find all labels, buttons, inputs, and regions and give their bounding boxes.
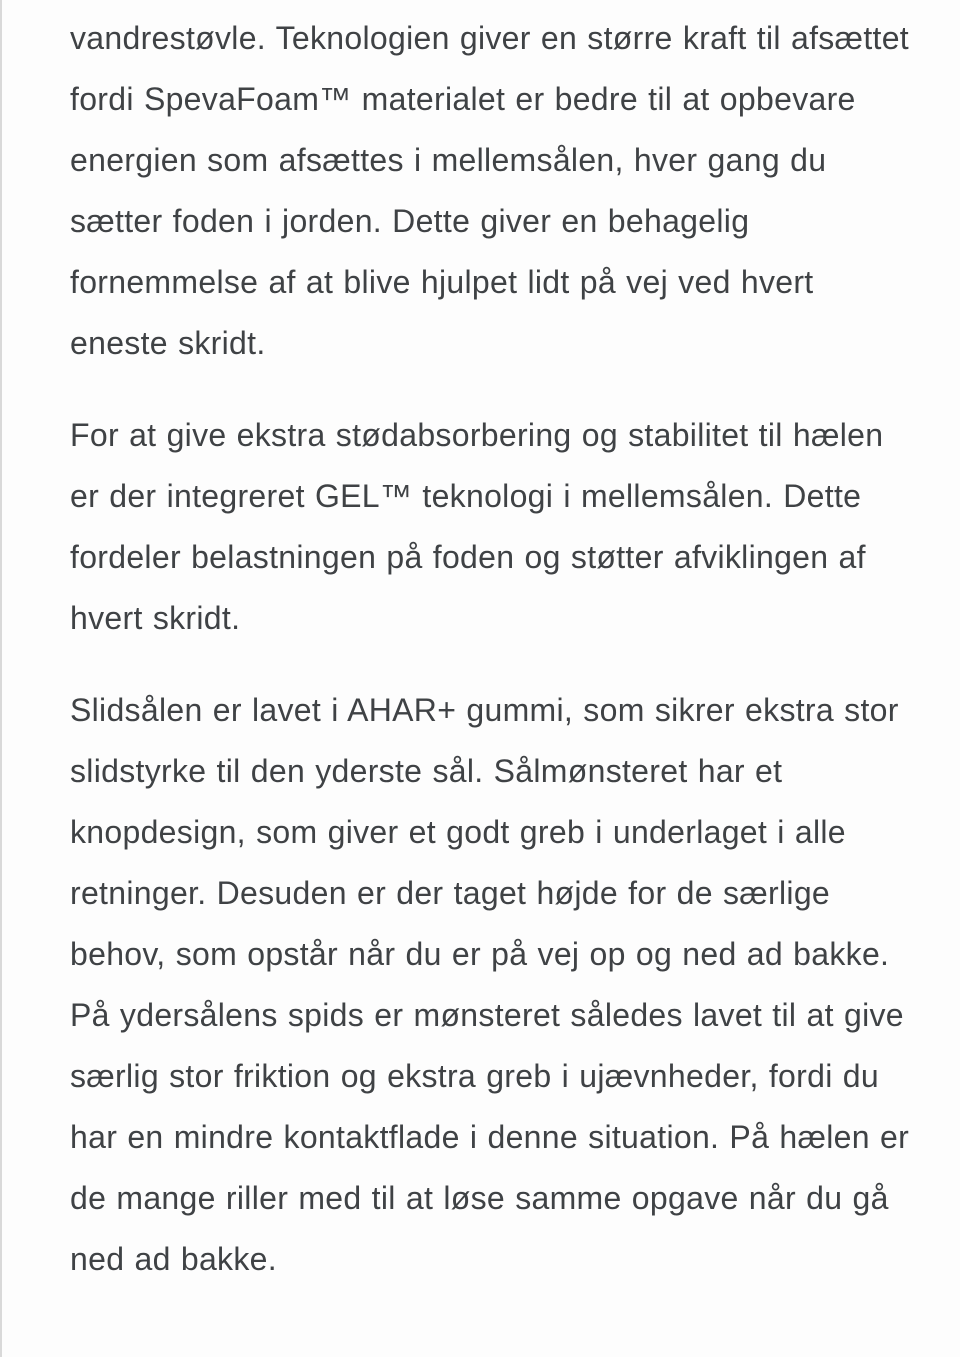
left-border-line bbox=[0, 0, 2, 1357]
product-description-text bbox=[70, 8, 915, 1290]
paragraph-technology: vandrestøvle. Teknologien giver en større kraft til afsættet fordi SpevaFoam™ materialet er bedre til at opbevare energien som afsættes i mellemsålen, hver gang du sætter foden i jorden. Dette giver en behagelig fornemmelse af at blive hjulpet lidt på vej ved hvert eneste skridt. bbox=[70, 20, 909, 361]
paragraph-outsole: Slidsålen er lavet i AHAR+ gummi, som sikrer ekstra stor slidstyrke til den yderste sål. Sålmønsteret har et knopdesign, som giver et godt greb i underlaget i alle retninger. Desuden er der taget højde for de særlige behov, som opstår når du er på vej op og ned ad bakke. På ydersålens spids er mønsteret således lavet til at give særlig stor friktion og ekstra greb i ujævnheder, fordi du har en mindre kontaktflade i denne situation. På hælen er de mange riller med til at løse samme opgave når du gå ned ad bakke. bbox=[70, 692, 910, 1277]
paragraph-gel: For at give ekstra stødabsorbering og stabilitet til hælen er der integreret GEL™ teknologi i mellemsålen. Dette fordeler belastningen på foden og støtter afviklingen af hvert skridt. bbox=[70, 417, 884, 636]
